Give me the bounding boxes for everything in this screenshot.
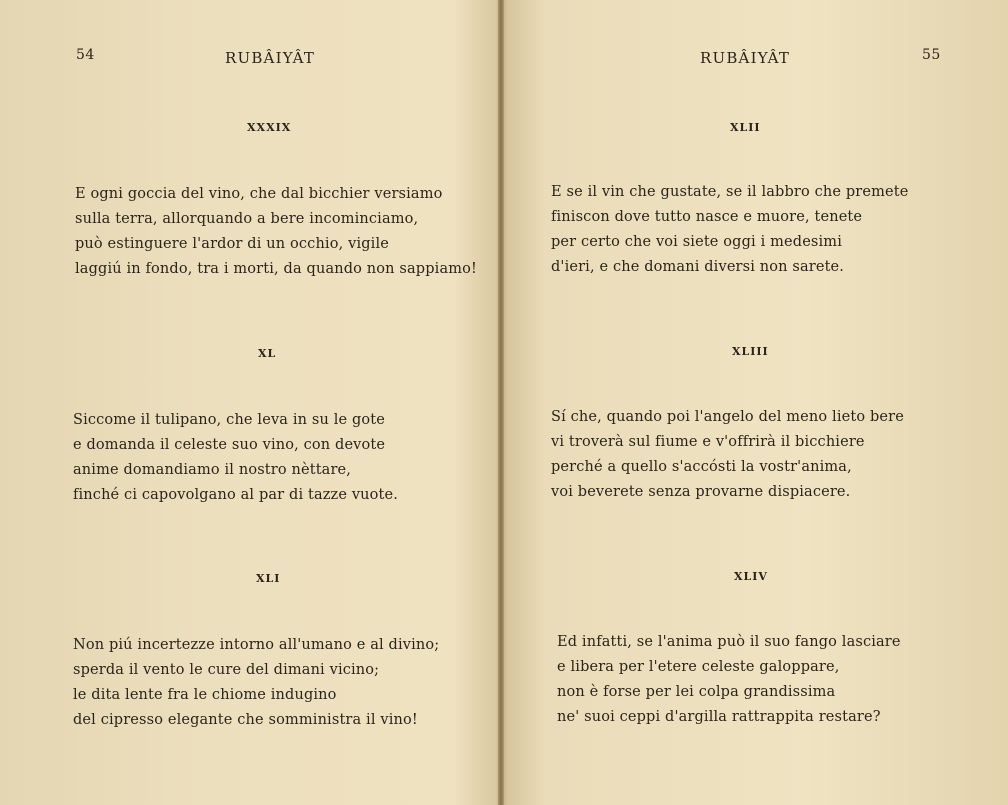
verse-line: finché ci capovolgano al par di tazze vuote. [73,487,399,503]
verse-line: E se il vin che gustate, se il labbro che premete [551,184,909,200]
verse-line: E ogni goccia del vino, che dal bicchier versiamo [75,186,443,202]
verse-line: e libera per l'etere celeste galoppare, [557,659,840,675]
verse-line: può estinguere l'ardor di un occhio, vigile [75,236,389,252]
verse-line: per certo che voi siete oggi i medesimi [551,234,842,250]
stanza-numeral: XLI [256,572,281,585]
verse-line: d'ieri, e che domani diversi non sarete. [551,259,845,275]
verse-line: laggiú in fondo, tra i morti, da quando non sappiamo! [75,261,477,277]
verse-line: Ed infatti, se l'anima può il suo fango lasciare [557,634,901,650]
verse-line: ne' suoi ceppi d'argilla rattrappita restare? [557,709,881,725]
verse-line: Siccome il tulipano, che leva in su le gote [73,412,386,428]
verse-line: perché a quello s'accósti la vostr'anima, [551,459,852,475]
verse-line: non è forse per lei colpa grandissima [557,684,836,700]
stanza-numeral: XXXIX [247,121,292,134]
verse-line: finiscon dove tutto nasce e muore, tenete [551,209,863,225]
left-page [0,0,500,805]
running-head-right: RUBÂIYÂT [700,49,791,67]
verse-line: e domanda il celeste suo vino, con devote [73,437,386,453]
stanza-numeral: XLII [730,121,761,134]
verse-line: sulla terra, allorquando a bere incominciamo, [75,211,419,227]
stanza-numeral: XLIII [732,345,769,358]
running-head-left: RUBÂIYÂT [225,49,316,67]
stanza-numeral: XLIV [734,570,768,583]
verse-line: sperda il vento le cure del dimani vicino; [73,662,380,678]
stanza-xli [73,633,439,733]
stanza-xliii [551,405,904,505]
stanza-xliv [557,630,901,730]
right-page [504,0,1008,805]
stanza-xl [73,408,398,508]
verse-line: anime domandiamo il nostro nèttare, [73,462,352,478]
page-number-right: 55 [922,47,941,63]
verse-line: del cipresso elegante che somministra il vino! [73,712,418,728]
stanza-numeral: XL [258,347,277,360]
stanza-xxxix [75,182,477,282]
verse-line: Sí che, quando poi l'angelo del meno lieto bere [551,409,904,425]
verse-line: Non piú incertezze intorno all'umano e al divino; [73,637,440,653]
stanza-xlii [551,180,908,280]
page-number-left: 54 [76,47,95,63]
verse-line: voi beverete senza provarne dispiacere. [551,484,851,500]
verse-line: vi troverà sul fiume e v'offrirà il bicchiere [551,434,865,450]
verse-line: le dita lente fra le chiome indugino [73,687,337,703]
